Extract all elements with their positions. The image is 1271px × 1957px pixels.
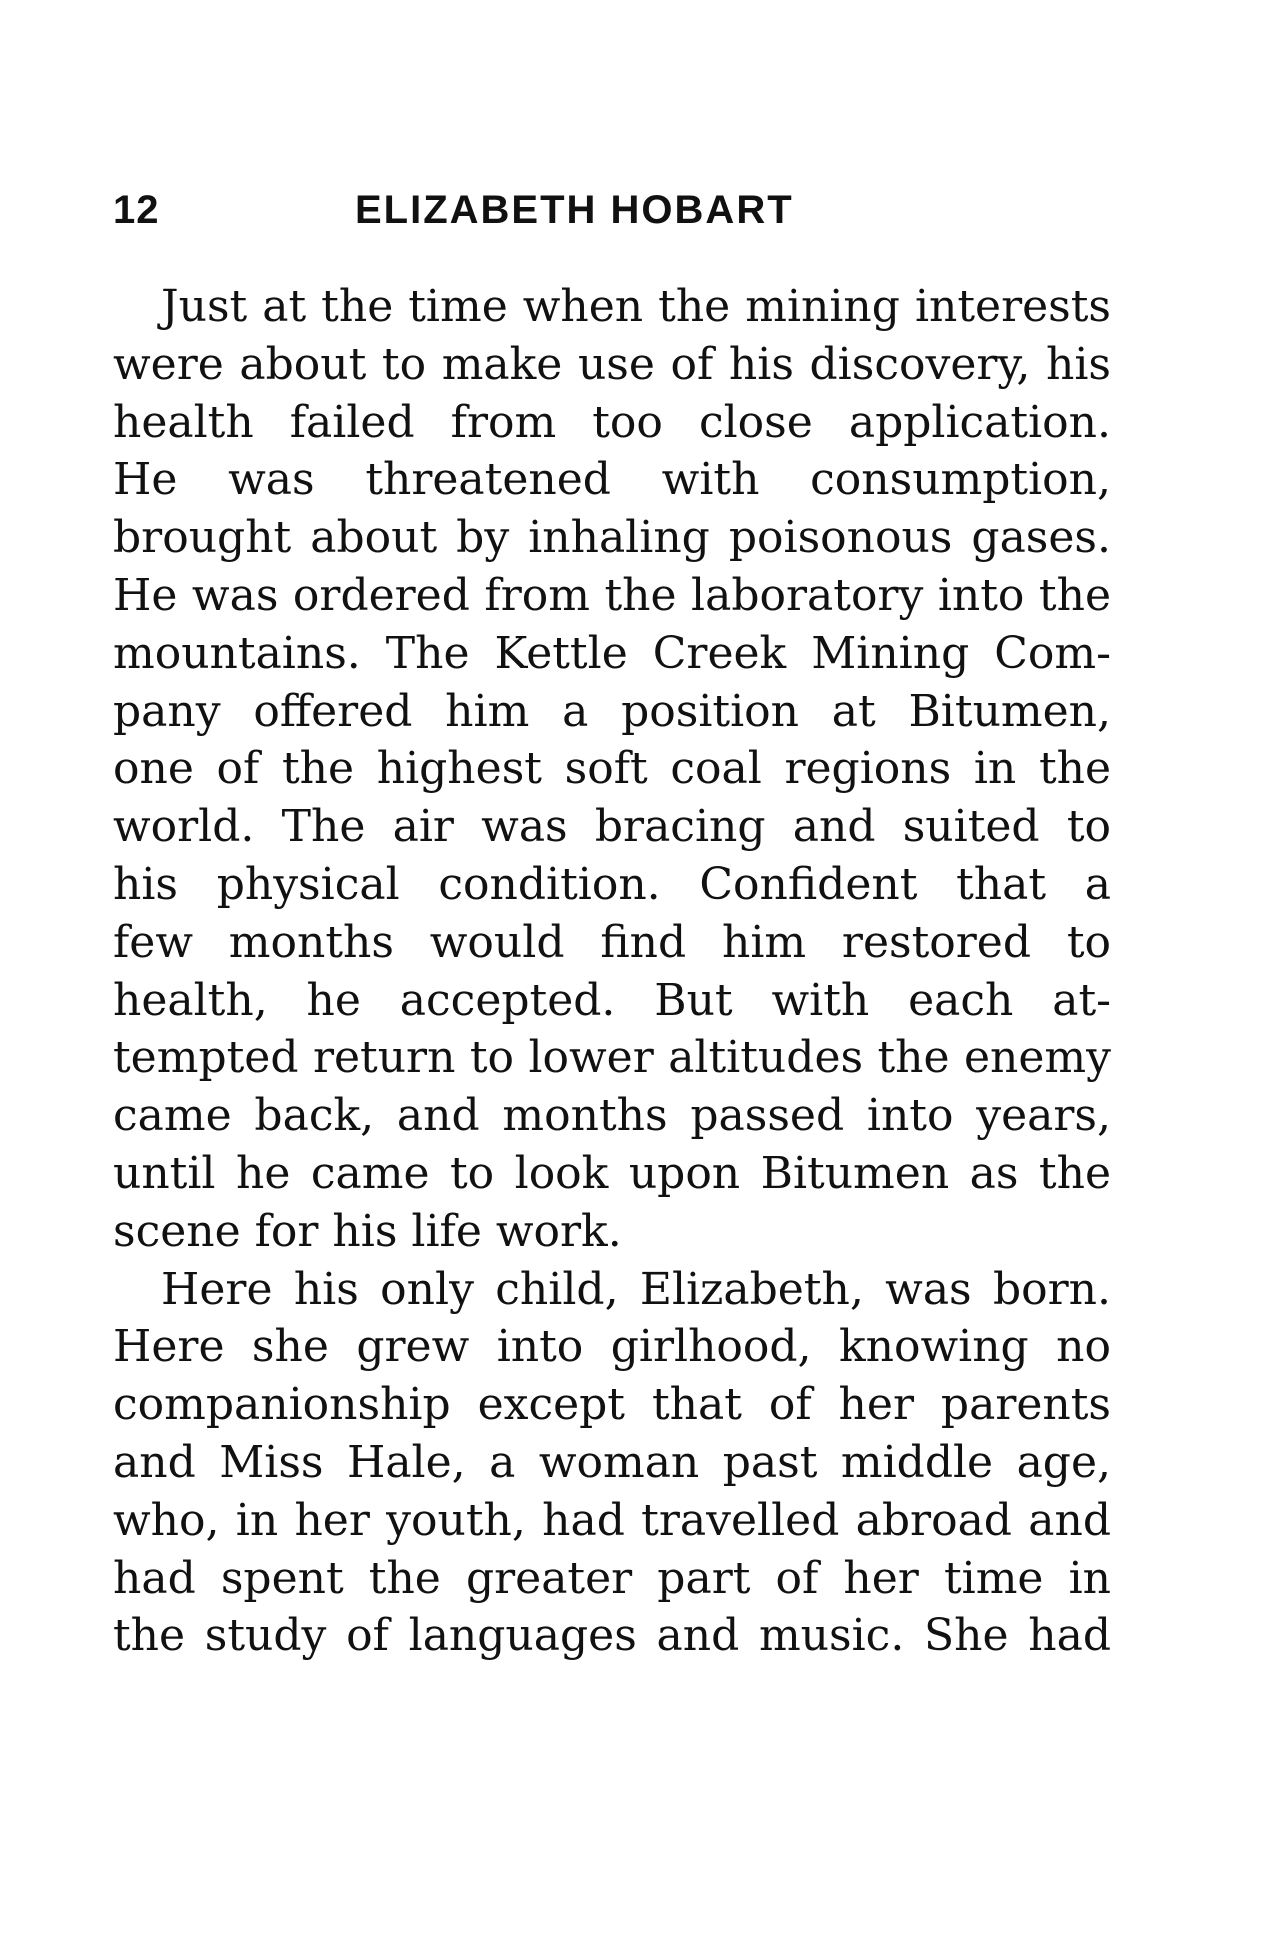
page-number: 12 — [113, 188, 160, 232]
text-line: Here she grew into girlhood, knowing no — [113, 1321, 1111, 1373]
text-line: the study of languages and music. She had — [113, 1610, 1111, 1662]
text-line: and Miss Hale, a woman past middle age, — [113, 1436, 1111, 1488]
book-title: ELIZABETH HOBART — [355, 188, 794, 232]
text-line: Just at the time when the mining interests — [161, 281, 1111, 332]
running-head — [113, 188, 1113, 248]
text-line: who, in her youth, had travelled abroad and — [113, 1494, 1111, 1546]
text-line: health failed from too close application. — [113, 396, 1111, 448]
text-line: came back, and months passed into years, — [113, 1090, 1111, 1142]
text-line: were about to make use of his discovery, his — [113, 338, 1111, 390]
text-line: He was threatened with consumption, — [113, 454, 1111, 506]
text-line: mountains. The Kettle Creek Mining Com- — [113, 627, 1111, 679]
paragraph — [113, 1261, 1111, 1666]
text-line: had spent the greater part of her time in — [113, 1552, 1111, 1604]
text-line: He was ordered from the laboratory into the — [113, 569, 1111, 621]
text-line: his physical condition. Confident that a — [113, 858, 1111, 910]
text-line: scene for his life work. — [113, 1205, 622, 1257]
text-line: few months would find him restored to — [113, 916, 1111, 968]
text-line: until he came to look upon Bitumen as the — [113, 1147, 1111, 1199]
text-line: pany offered him a position at Bitumen, — [113, 685, 1111, 737]
text-line: world. The air was bracing and suited to — [113, 801, 1111, 853]
text-line: tempted return to lower altitudes the enemy — [113, 1032, 1111, 1084]
text-line: health, he accepted. But with each at- — [113, 974, 1111, 1026]
text-line: companionship except that of her parents — [113, 1379, 1111, 1431]
paragraph — [113, 278, 1111, 1261]
text-line: brought about by inhaling poisonous gases. — [113, 512, 1111, 564]
text-line: one of the highest soft coal regions in the — [113, 743, 1111, 795]
body-text — [113, 278, 1111, 1665]
text-line: Here his only child, Elizabeth, was born. — [161, 1263, 1111, 1315]
